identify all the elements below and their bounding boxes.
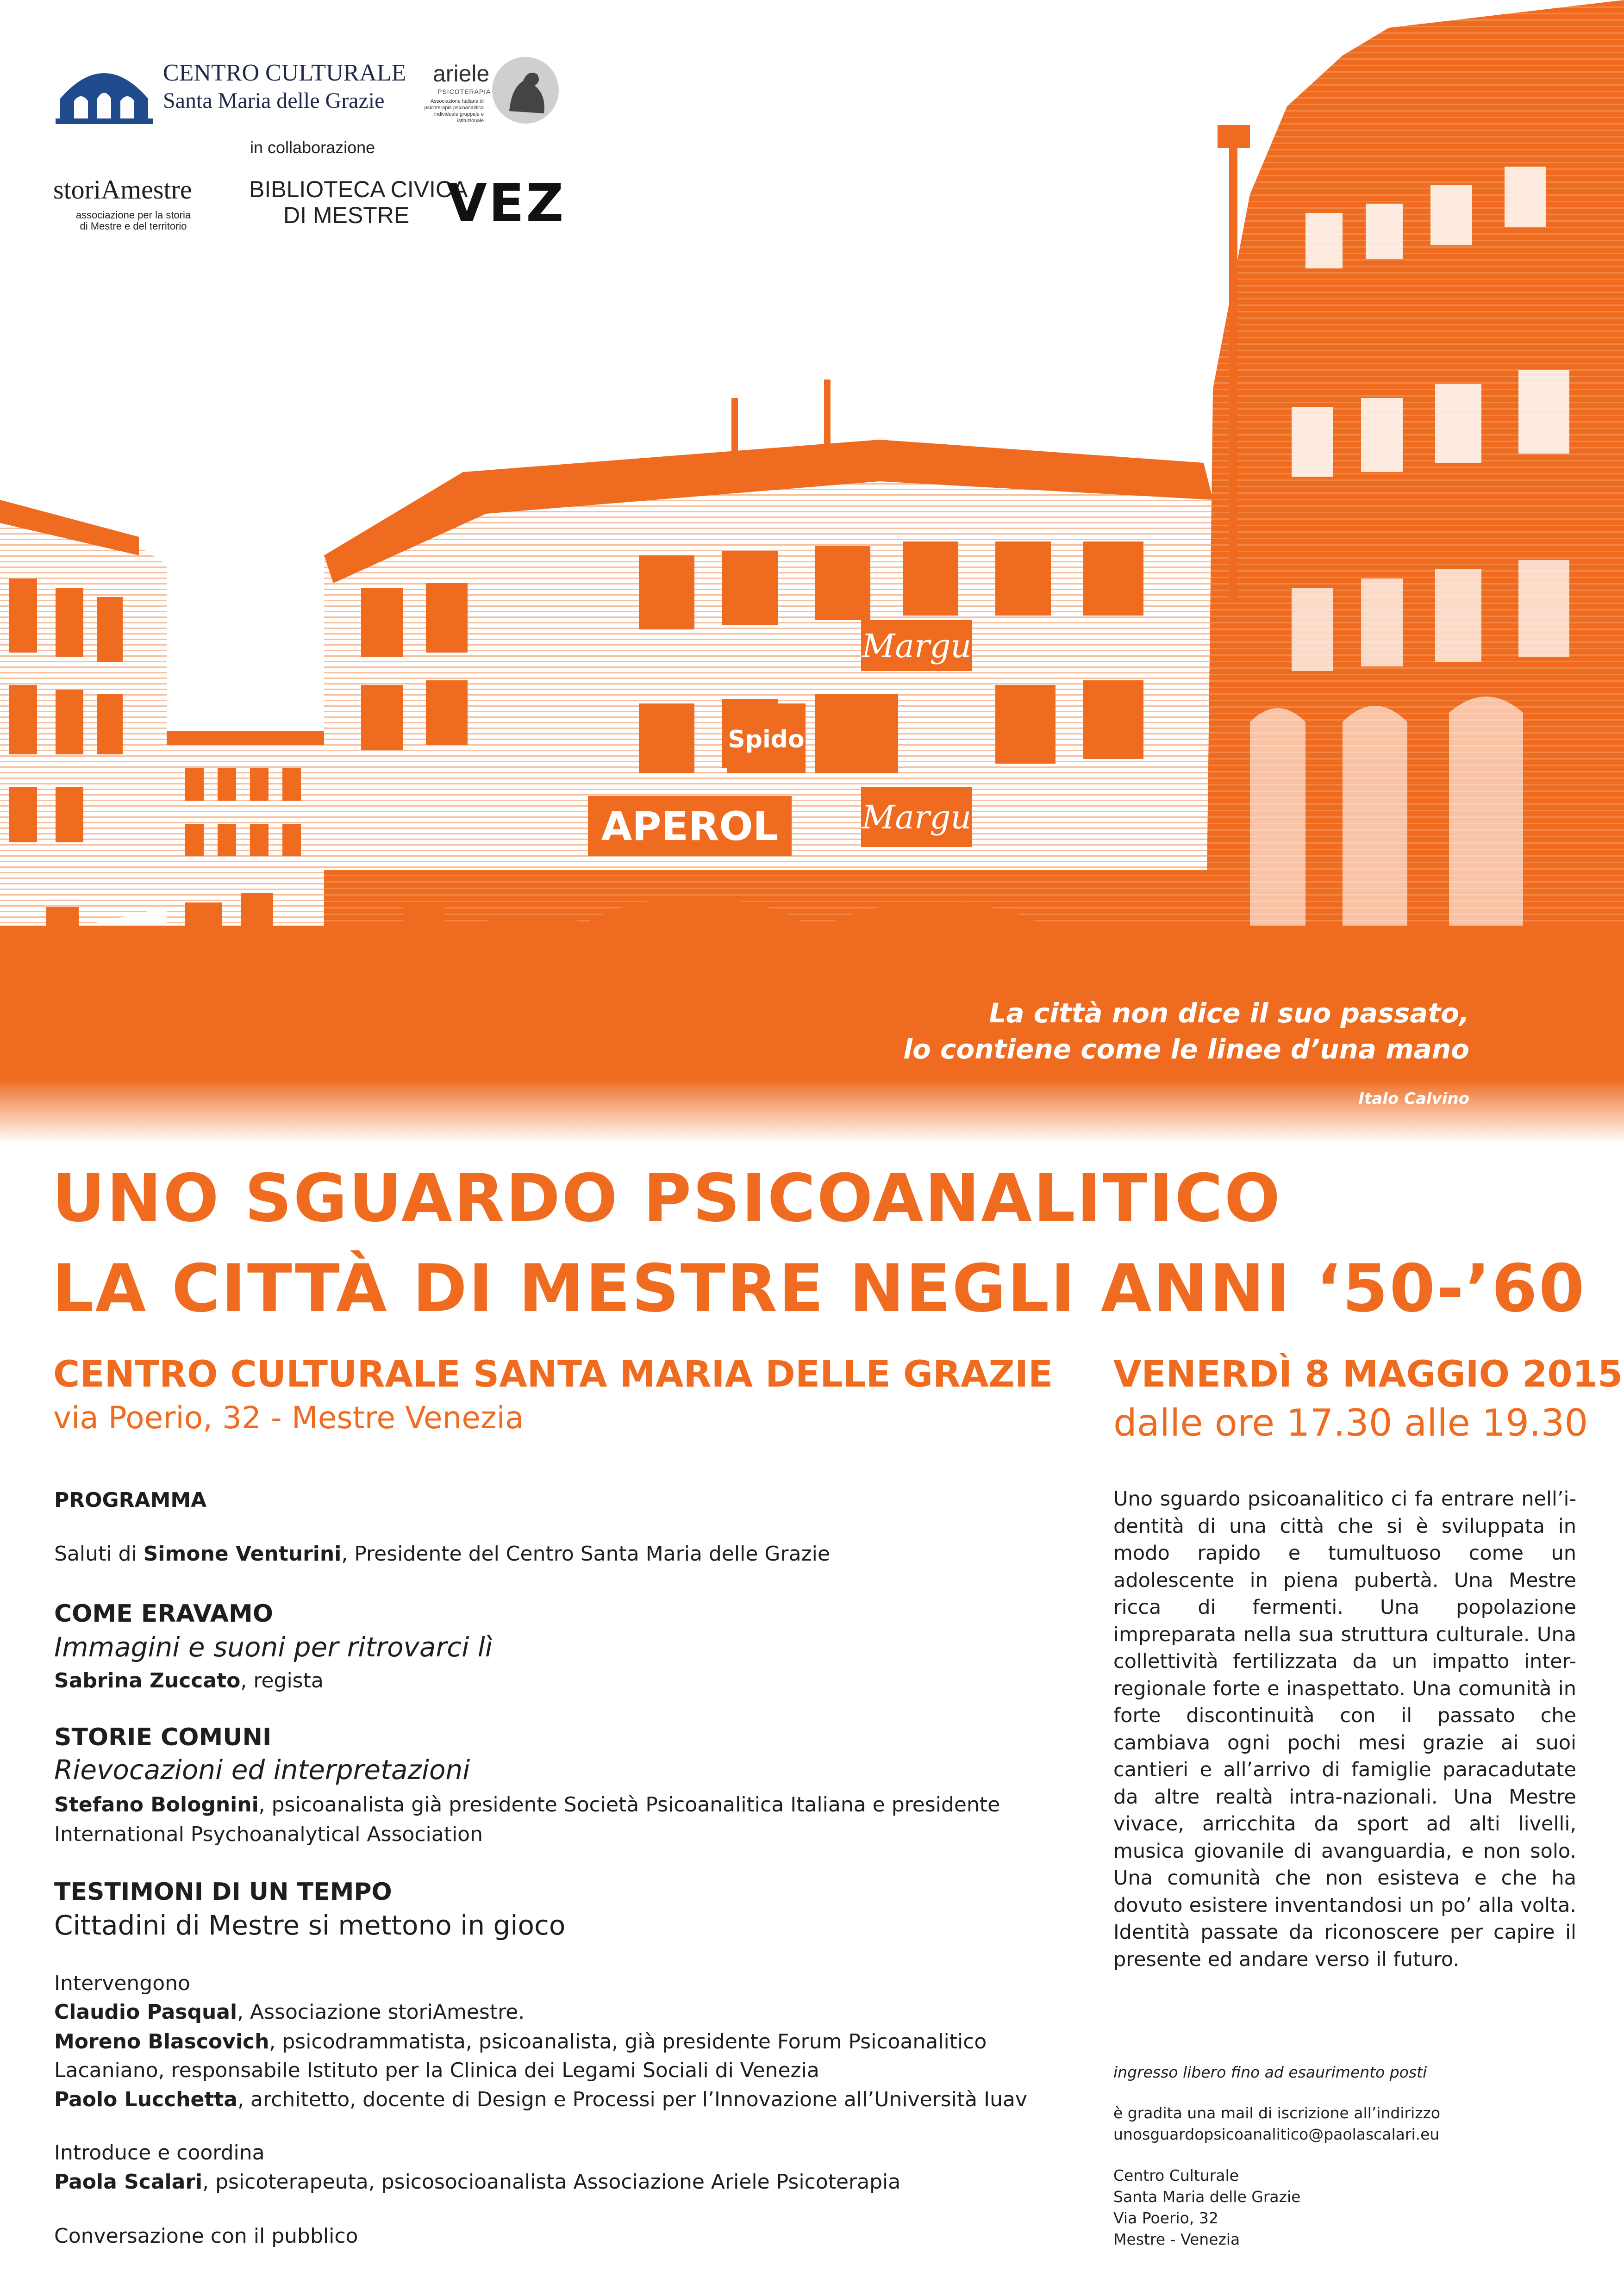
section-storie-comuni: STORIE COMUNI [54, 1724, 272, 1751]
speaker-pasqual-role: , Associazione storiAmestre. [237, 2000, 525, 2024]
coordinator-scalari-name: Paola Scalari [54, 2170, 203, 2194]
central-building [324, 440, 1222, 953]
vez-logo: VEZ [447, 174, 566, 234]
storiamestre-sub1: associazione per la storia [75, 209, 191, 221]
collaboration-label: in collaborazione [250, 138, 375, 157]
calvino-quote-line2: lo contiene come le linee d’una mano [903, 1033, 1469, 1065]
speaker-zuccato-role: , regista [240, 1669, 324, 1692]
venue-address: via Poerio, 32 - Mestre Venezia [53, 1400, 524, 1436]
event-time: dalle ore 17.30 alle 19.30 [1113, 1401, 1588, 1444]
registration-email[interactable]: unosguardopsicoanalitico@paolascalari.eu [1113, 2125, 1440, 2143]
sign-spido: Spido [728, 726, 805, 753]
section-storie-comuni-subtitle: Rievocazioni ed interpretazioni [54, 1754, 470, 1786]
section-come-eravamo-subtitle: Immagini e suoni per ritrovarci lì [54, 1631, 493, 1663]
biblioteca-line1: BIBLIOTECA CIVICA [249, 176, 468, 202]
speaker-lucchetta-name: Paolo Lucchetta [54, 2088, 238, 2111]
section-testimoni: TESTIMONI DI UN TEMPO [54, 1878, 392, 1906]
address-line1: Centro Culturale [1113, 2166, 1239, 2184]
speaker-pasqual-name: Claudio Pasqual [54, 2000, 237, 2024]
main-title-line1: UNO SGUARDO PSICOANALITICO [52, 1160, 1282, 1237]
greeting-role: , Presidente del Centro Santa Maria delle Grazie [341, 1542, 830, 1566]
coordinator-scalari [54, 2167, 900, 2197]
event-description: Uno sguardo psicoanalitico ci fa entrare nell’identità di una città che si è sviluppata in modo rapido e tumultuoso come un adolescente in piena pubertà. Una Mestre ricca di fermenti. Una popolazione impreparata nella sua struttura culturale. Una collettività fertilizzata da un impatto inter-regionale forte e inaspettato. Una comunità in forte discontinuità con il passato che cambiava ogni pochi mesi grazie ai suoi cantieri e all’arrivo di famiglie paracadutate da altre realtà intra-nazionali. Una Mestre vivace, arricchita da sport ad alti livelli, musica giovanile di avanguardia, e non solo. Una comunità che non esisteva e che ha dovuto esistere inventandosi un po’ alla volta. Identità passate da riconoscere per capire il presente ed andare verso il futuro. [1113, 1487, 1576, 1971]
speaker-pasqual [54, 1997, 525, 2027]
speaker-zuccato [54, 1666, 324, 1696]
main-title-line2: LA CITTÀ DI MESTRE NEGLI ANNI ‘50-’60 [52, 1251, 1586, 1327]
storiamestre-name: storiAmestre [53, 174, 192, 205]
centro-culturale-logo-icon [56, 55, 153, 124]
centro-culturale-line1: CENTRO CULTURALE [163, 60, 406, 86]
storiamestre-sub2: di Mestre e del territorio [80, 220, 187, 232]
sign-aperol: APEROL [601, 803, 779, 850]
speaker-bolognini [54, 1790, 1000, 1820]
address-line2: Santa Maria delle Grazie [1113, 2188, 1301, 2206]
section-come-eravamo: COME ERAVAMO [54, 1600, 273, 1628]
event-date: VENERDÌ 8 MAGGIO 2015 [1113, 1354, 1623, 1395]
speaker-blascovich-name: Moreno Blascovich [54, 2030, 269, 2053]
closing-line: Conversazione con il pubblico [54, 2224, 358, 2248]
centro-culturale-line2: Santa Maria delle Grazie [163, 88, 385, 113]
introduce-label: Introduce e coordina [54, 2141, 265, 2165]
speaker-lucchetta-role: , architetto, docente di Design e Processi per l’Innovazione all’Università Iuav [237, 2088, 1027, 2111]
left-buildings [0, 500, 338, 944]
venue-name: CENTRO CULTURALE SANTA MARIA DELLE GRAZIE [53, 1354, 1053, 1395]
speaker-bolognini-role: , psicoanalista già presidente Società Psicoanalitica Italiana e presidente [258, 1793, 1000, 1817]
address-line3: Via Poerio, 32 [1113, 2209, 1218, 2227]
registration-note: è gradita una mail di iscrizione all’indirizzo [1113, 2104, 1441, 2122]
speaker-blascovich [54, 2027, 987, 2057]
speaker-bolognini-role2: International Psychoanalytical Association [54, 1823, 483, 1846]
speaker-blascovich-role2: Lacaniano, responsabile Istituto per la Clinica dei Legami Sociali di Venezia [54, 2059, 819, 2082]
sign-margu-bottom: Margu [862, 798, 972, 836]
speaker-blascovich-role: , psicodrammatista, psicoanalista, già presidente Forum Psicoanalitico [269, 2030, 987, 2053]
sign-margu-top: Margu [862, 627, 972, 665]
quote-author: Italo Calvino [1358, 1089, 1469, 1108]
free-entry-note: ingresso libero fino ad esaurimento posti [1113, 2063, 1427, 2081]
mestre-street-photo [0, 0, 1624, 1143]
speaker-lucchetta [54, 2085, 1027, 2115]
ariele-sub: PSICOTERAPIA [437, 88, 491, 95]
address-line4: Mestre - Venezia [1113, 2230, 1240, 2248]
section-testimoni-subtitle: Cittadini di Mestre si mettono in gioco [54, 1910, 566, 1941]
greeting-line [54, 1539, 830, 1569]
calvino-quote-line1: La città non dice il suo passato, [989, 997, 1469, 1029]
speaker-bolognini-name: Stefano Bolognini [54, 1793, 259, 1817]
greeting-pre: Saluti di [54, 1542, 144, 1566]
ariele-name: ariele [433, 61, 490, 87]
ariele-desc: Associazione Italiana di psicoterapia psicoanalitica individuale gruppale e istituzionale [424, 99, 484, 124]
coordinator-scalari-role: , psicoterapeuta, psicosocioanalista Associazione Ariele Psicoterapia [202, 2170, 901, 2194]
ariele-figure-icon [491, 56, 560, 125]
biblioteca-line2: DI MESTRE [283, 202, 410, 228]
speaker-zuccato-name: Sabrina Zuccato [54, 1669, 241, 1692]
program-heading: PROGRAMMA [54, 1488, 207, 1512]
greeting-name: Simone Venturini [143, 1542, 342, 1566]
intervengono-label: Intervengono [54, 1972, 190, 1995]
